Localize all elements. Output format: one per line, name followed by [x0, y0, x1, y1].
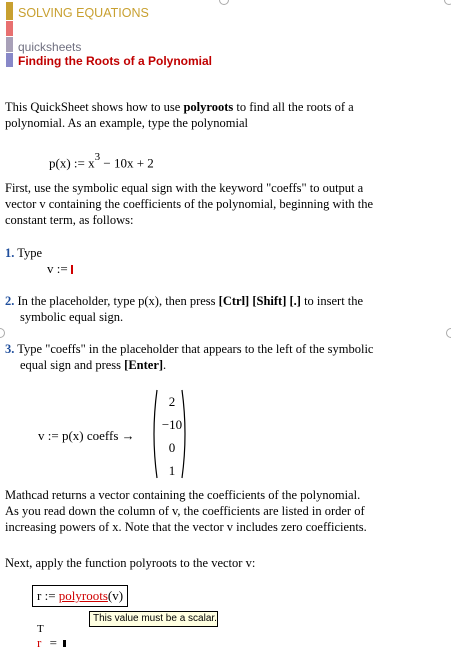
header-bar-purple: [6, 53, 13, 67]
polyroots-keyword: polyroots: [183, 100, 234, 114]
transpose-eval[interactable]: r =: [37, 635, 66, 651]
keyboard-shortcut: [Enter]: [124, 358, 164, 372]
polyroots-paragraph: Next, apply the function polyroots to the vector v:: [5, 556, 256, 570]
header-bar-gold: [6, 2, 13, 20]
step-number: 2.: [5, 294, 15, 308]
page-title: Finding the Roots of a Polynomial: [18, 54, 212, 68]
result-paragraph: Mathcad returns a vector containing the coefficients of the polynomial. As you read down the column of v, the coefficients are listed in order of increasing powers of x. Note that the vector v includes zero coefficients.: [5, 488, 367, 534]
step-2: 2. In the placeholder, type p(x), then press [Ctrl] [Shift] [.] to insert the symbolic equal sign.: [5, 294, 364, 324]
header-bar-gray: [6, 37, 13, 52]
header-bar-pink: [6, 21, 13, 36]
coeffs-expression[interactable]: v := p(x) coeffs →: [38, 428, 135, 443]
error-tooltip: This value must be a scalar.: [89, 611, 218, 627]
step-3: 3. Type "coeffs" in the placeholder that appears to the left of the symbolic equal sign and press [Enter].: [5, 342, 374, 372]
page-edge-circle: [446, 328, 451, 338]
step-1: 1. Type: [5, 246, 43, 260]
vector-element: 1: [168, 463, 176, 478]
keyboard-shortcut: [Ctrl] [Shift] [.]: [218, 294, 301, 308]
page-edge-circle: [444, 0, 451, 5]
v-assign-expression[interactable]: v :=: [47, 261, 73, 277]
step-number: 3.: [5, 342, 15, 356]
transpose-expression[interactable]: T: [37, 623, 44, 635]
vector-element: −10: [161, 417, 183, 432]
polynomial-expression[interactable]: p(x) := $x^3 - 10x + 2$: [49, 151, 154, 171]
result-placeholder[interactable]: [63, 640, 66, 647]
polyroots-function[interactable]: polyroots: [58, 588, 108, 603]
series-label: quicksheets: [18, 40, 82, 54]
vector-left-paren: [149, 388, 159, 480]
step-number: 1.: [5, 246, 15, 260]
vector-element: 0: [168, 440, 176, 455]
page-edge-circle: [219, 0, 229, 5]
coeffs-paragraph: First, use the symbolic equal sign with the keyword "coeffs" to output a vector v containing the coefficients of the polynomial, beginning with the constant term, as follows:: [5, 181, 374, 227]
section-heading: SOLVING EQUATIONS: [18, 6, 149, 20]
vector-element: 2: [168, 394, 176, 409]
roots-expression[interactable]: r := polyroots(v): [32, 585, 128, 607]
page-edge-circle: [0, 328, 5, 338]
intro-paragraph: This QuickSheet shows how to use polyroots to find all the roots of a polynomial. As an example, type the polynomial: [5, 100, 354, 130]
placeholder-cursor[interactable]: [71, 265, 73, 274]
